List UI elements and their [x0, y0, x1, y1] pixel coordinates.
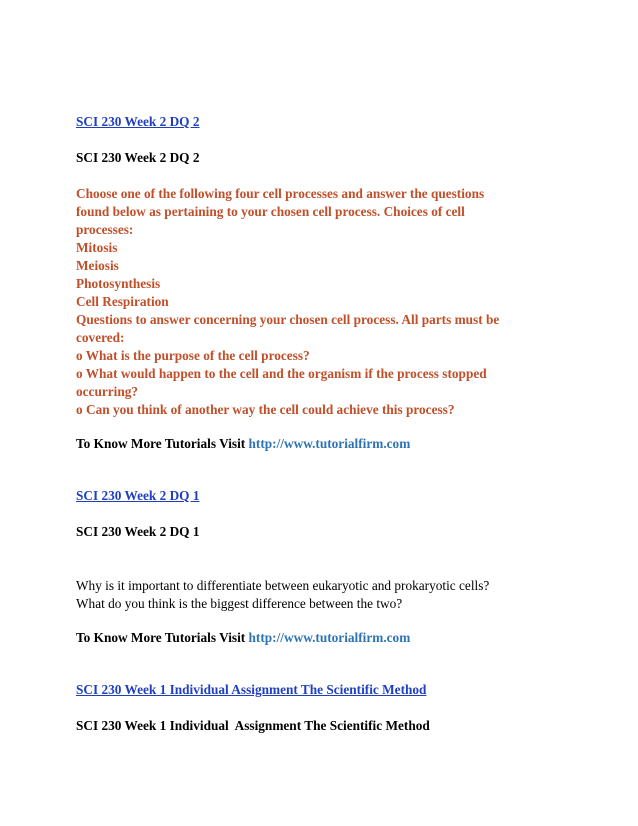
question-line: Photosynthesis	[76, 276, 161, 291]
document-page	[76, 113, 566, 735]
section-3-link[interactable]: SCI 230 Week 1 Individual Assignment The Scientific Method	[76, 682, 427, 697]
question-line: occurring?	[76, 384, 139, 399]
question-line: processes:	[76, 222, 134, 237]
section-3-heading: SCI 230 Week 1 Individual Assignment The Scientific Method	[76, 718, 430, 733]
more-url-link[interactable]: http://www.tutorialfirm.com	[248, 436, 411, 451]
section-2-heading: SCI 230 Week 2 DQ 1	[76, 524, 200, 539]
more-url-link[interactable]: http://www.tutorialfirm.com	[248, 630, 411, 645]
question-line: Why is it important to differentiate between eukaryotic and prokaryotic cells?	[76, 578, 490, 593]
question-line: What do you think is the biggest difference between the two?	[76, 596, 403, 611]
section-2-link[interactable]: SCI 230 Week 2 DQ 1	[76, 488, 200, 503]
question-line: Choose one of the following four cell processes and answer the questions	[76, 186, 485, 201]
question-line: found below as pertaining to your chosen cell process. Choices of cell	[76, 204, 465, 219]
question-line: Meiosis	[76, 258, 119, 273]
section-1-more-info	[76, 435, 566, 453]
question-line: o Can you think of another way the cell could achieve this process?	[76, 402, 455, 417]
question-line: Questions to answer concerning your chosen cell process. All parts must be	[76, 312, 500, 327]
section-1-question	[76, 185, 566, 419]
section-1-link[interactable]: SCI 230 Week 2 DQ 2	[76, 114, 200, 129]
more-label: To Know More Tutorials Visit	[76, 630, 246, 645]
more-label: To Know More Tutorials Visit	[76, 436, 246, 451]
section-2-more-info	[76, 629, 566, 647]
question-line: o What is the purpose of the cell process?	[76, 348, 310, 363]
question-line: Mitosis	[76, 240, 118, 255]
question-line: Cell Respiration	[76, 294, 169, 309]
question-line: o What would happen to the cell and the organism if the process stopped	[76, 366, 487, 381]
question-line: covered:	[76, 330, 125, 345]
section-2-question	[76, 577, 566, 613]
section-1-heading: SCI 230 Week 2 DQ 2	[76, 150, 200, 165]
